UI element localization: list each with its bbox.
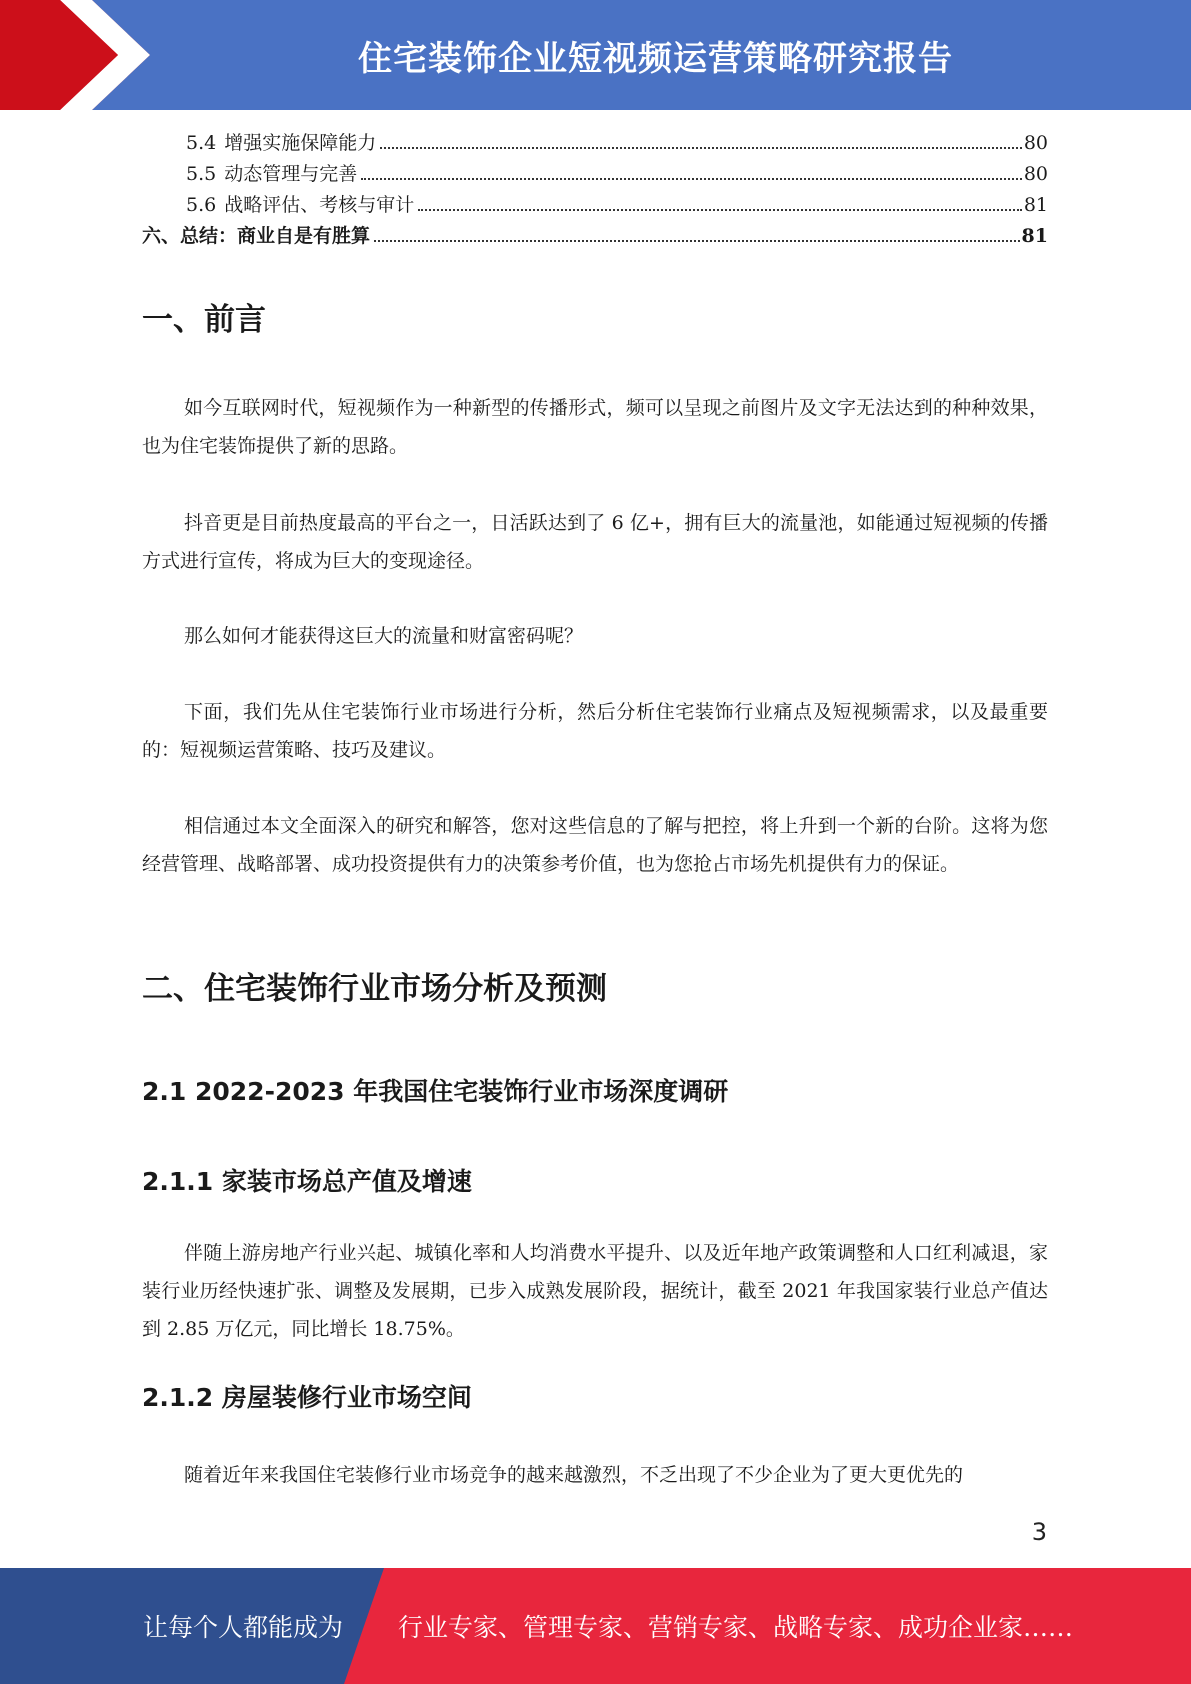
toc-entry-number: 5.4 bbox=[186, 132, 217, 154]
toc-entry-page: 81 bbox=[1021, 225, 1048, 247]
section-heading-preface: 一、前言 bbox=[142, 302, 266, 338]
page-number: 3 bbox=[1031, 1518, 1047, 1546]
toc-dot-leader bbox=[418, 209, 1022, 211]
toc-entry[interactable] bbox=[142, 190, 1048, 221]
page-footer bbox=[0, 1568, 1191, 1684]
paragraph: 抖音更是目前热度最高的平台之一，日活跃达到了 6 亿+，拥有巨大的流量池，如能通过短视频的传播方式进行宣传，将成为巨大的变现途径。 bbox=[142, 512, 1048, 572]
toc-entry-page: 81 bbox=[1023, 194, 1048, 216]
red-chevron-decoration bbox=[0, 0, 160, 110]
toc-entry[interactable] bbox=[142, 159, 1048, 190]
paragraph: 下面，我们先从住宅装饰行业市场进行分析，然后分析住宅装饰行业痛点及短视频需求，以及最重要的：短视频运营策略、技巧及建议。 bbox=[142, 701, 1048, 761]
toc-dot-leader bbox=[380, 147, 1022, 149]
toc-entry[interactable] bbox=[142, 128, 1048, 159]
table-of-contents bbox=[142, 128, 1048, 252]
footer-slogan-right: 行业专家、管理专家、营销专家、战略专家、成功企业家…… bbox=[398, 1613, 1074, 1642]
toc-dot-leader bbox=[374, 240, 1020, 242]
toc-entry-number: 5.5 bbox=[186, 163, 217, 185]
toc-entry[interactable] bbox=[142, 221, 1048, 252]
toc-entry-number: 5.6 bbox=[186, 194, 217, 216]
subsubsection-heading: 2.1.1 家装市场总产值及增速 bbox=[142, 1167, 472, 1196]
toc-entry-page: 80 bbox=[1023, 163, 1048, 185]
toc-entry-label: 动态管理与完善 bbox=[224, 163, 358, 185]
paragraph: 那么如何才能获得这巨大的流量和财富密码呢？ bbox=[184, 625, 584, 647]
paragraph: 伴随上游房地产行业兴起、城镇化率和人均消费水平提升、以及近年地产政策调整和人口红利减退，家装行业历经快速扩张、调整及发展期，已步入成熟发展阶段，据统计，截至 2021 年我国家装行业总产值达到 2.85 万亿元，同比增长 18.75%。 bbox=[142, 1242, 1048, 1340]
page-header bbox=[0, 0, 1191, 110]
paragraph: 如今互联网时代，短视频作为一种新型的传播形式，频可以呈现之前图片及文字无法达到的种种效果，也为住宅装饰提供了新的思路。 bbox=[142, 397, 1048, 457]
report-title: 住宅装饰企业短视频运营策略研究报告 bbox=[358, 38, 953, 79]
toc-entry-label: 六、总结：商业自是有胜算 bbox=[142, 225, 371, 247]
paragraph: 相信通过本文全面深入的研究和解答，您对这些信息的了解与把控，将上升到一个新的台阶。这将为您经营管理、战略部署、成功投资提供有力的决策参考价值，也为您抢占市场先机提供有力的保证。 bbox=[142, 815, 1048, 875]
footer-slogan-left: 让每个人都能成为 bbox=[143, 1613, 344, 1642]
section-heading-market-analysis: 二、住宅装饰行业市场分析及预测 bbox=[142, 971, 607, 1007]
subsubsection-heading: 2.1.2 房屋装修行业市场空间 bbox=[142, 1383, 472, 1412]
toc-entry-label: 战略评估、考核与审计 bbox=[224, 194, 415, 216]
subsection-heading: 2.1 2022-2023 年我国住宅装饰行业市场深度调研 bbox=[142, 1077, 729, 1106]
toc-entry-label: 增强实施保障能力 bbox=[224, 132, 377, 154]
paragraph: 随着近年来我国住宅装修行业市场竞争的越来越激烈，不乏出现了不少企业为了更大更优先的 bbox=[184, 1464, 964, 1486]
toc-entry-page: 80 bbox=[1023, 132, 1048, 154]
toc-dot-leader bbox=[361, 178, 1022, 180]
